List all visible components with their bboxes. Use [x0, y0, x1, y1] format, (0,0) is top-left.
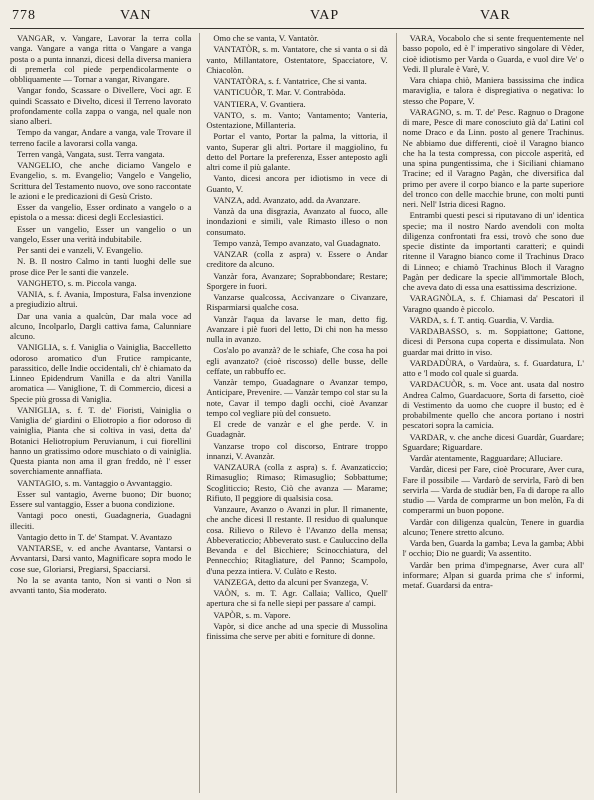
dictionary-entry: VANIGLIA, s. f. Vaniglia o Vainiglia, Baccelletto odoroso aromatico d'un Frutice rampicante, parassitico, delle Indie occidentali, ch' è chiamato da Linneo Epidendrum Vanilla e da altri Vanilla aromatica — Vaniglione, T. di Commercio, dicesi a Specie più grossa di Vaniglia.: [10, 342, 192, 404]
dictionary-entry: VANZEGA, detto da alcuni per Svanzega, V.: [213, 576, 369, 587]
dictionary-entry: VANTO, s. m. Vanto; Vantamento; Vanteria, Ostentazione, Millanteria.: [206, 109, 388, 130]
dictionary-entry: Vara chiapa chiò, Maniera bassissima che indica maraviglia, e talora è dispregiativa o negativa: lo stesso che Popare, V.: [402, 75, 584, 106]
dictionary-entry: VARDAR, v. che anche dicesi Guardàr, Guardare; Sguardare; Riguardare.: [402, 431, 584, 452]
page-number: 778: [12, 8, 36, 23]
dictionary-entry: Tempo da vangar, Andare a vanga, vale Trovare il terreno facile a lavorarsi colla vanga.: [10, 127, 192, 148]
running-head-right: VAR: [480, 8, 511, 23]
dictionary-entry: Vanzarse tropo col discorso, Entrare troppo innanzi, V. Avanzàr.: [206, 440, 388, 461]
dictionary-entry: VANTICUÒR, T. Mar. V. Contrabòda.: [213, 87, 346, 98]
running-head-left: VAN: [120, 8, 152, 23]
dictionary-entry: VANGELIO, che anche diciamo Vangelo e Evangelio, s. m. Evangelio; Vangelo e Vangelio, Scrittura del Testamento nuovo, ove sono raccontate le azioni e le predicazioni di Gesù Cristo.: [10, 160, 192, 201]
dictionary-entry: N. B. Il nostro Calmo in tanti luoghi delle sue prose dice Per le santi die vanzele.: [10, 256, 192, 277]
dictionary-entry: VANIA, s. f. Avania, Impostura, Falsa invenzione a pregiudizio altrui.: [10, 289, 192, 310]
dictionary-entry: Vapòr, si dice anche ad una specie di Mussolina finissima che serve per abiti e forniture di donne.: [206, 620, 388, 641]
dictionary-entry: VARA, Vocabolo che si sente frequentemente nel basso popolo, ed è l' imperativo singolare di Vèder, cioè idiotismo per Varda o Guarda, e vuol dire Ve' o Vedi. Il plurale è Varè, V.: [402, 33, 584, 74]
column-left: [10, 33, 191, 793]
dictionary-entry: Per santi dei e vanzeli, V. Evangelio.: [17, 245, 143, 255]
dictionary-entry: Vanzarse qualcossa, Accivanzare o Civanzare, Risparmiarsi qualche cosa.: [206, 292, 388, 313]
dictionary-entry: VANTATÒR, s. m. Vantatore, che si vanta o si dà vanto, Millantatore, Ostentatore, Spacciatore, V. Chiacolòn.: [206, 44, 388, 75]
dictionary-entry: VANZA, add. Avanzato, add. da Avanzare.: [213, 194, 361, 205]
dictionary-entry: Dar una vania a qualcùn, Dar mala voce ad alcuno, Incolparlo, Dargli cattiva fama, Calunniare alcuno.: [10, 310, 192, 341]
dictionary-entry: VANTATÒRA, s. f. Vantatrice, Che si vanta.: [213, 76, 367, 86]
dictionary-entry: Vardàr con diligenza qualcùn, Tenere in guardia alcuno; Tenere stretto alcuno.: [402, 516, 584, 537]
dictionary-entry: Vardàr, dicesi per Fare, cioè Procurare, Aver cura, Fare il possibile — Vardarò de servirla, Farò di ben servirla — Varda de studiàr ben, Fa di darope ra allo studio — Varda de comprarme un bon melòn, Fa di comperarmi un buon popone.: [402, 464, 584, 516]
dictionary-entry: VANZAURA (colla z aspra) s. f. Avanzaticcio; Rimasuglio; Rimaso; Rimasuglio; Sobbattume; Scogliticcio; Resto, Ciò che avanza — Marame; Rifiuto, Il peggiore di qualsisia cosa.: [206, 462, 388, 503]
dictionary-entry: Vardàr ben prima d'impegnarse, Aver cura all' informare; Alpan si guarda prima che s' informi, metaf. Guardarsi da entra-: [402, 559, 584, 590]
dictionary-entry: Vanto, dicesi ancora per idiotismo in vece di Guanto, V.: [206, 173, 388, 194]
dictionary-entry: Esser un vangelio, Esser un vangelio o un vangelo, Esser una verità indubitabile.: [10, 223, 192, 244]
dictionary-entry: VAPÒR, s. m. Vapore.: [213, 609, 291, 620]
dictionary-entry: Esser da vangelio, Esser ordinato a vangelo o a epistola o a messa: dicesi degli Ecclesiastici.: [10, 202, 192, 223]
dictionary-entry: No la se avanta tanto, Non si vanti o Non si avvanti tanto, Sia moderato.: [10, 574, 192, 595]
dictionary-entry: Entrambi questi pesci si riputavano di un' identica specie; ma il nostro Nardo avendoli con molta diligenza confrontati fra essi, trovò che sono due specie distinte da importanti caratteri; e quindi ritenne il Varagno bianco come il Trachinus Draco di Linneo; e chiamò Trachinus Bloch il Varagno Pagàn per dedicare la specie all'immortale Bloch, che aveva dato di essa una esattissima descrizione.: [402, 210, 584, 292]
dictionary-entry: VARDADÙRA, o Vardaùra, s. f. Guardatura, L' atto e 'l modo col quale si guarda.: [402, 357, 584, 378]
dictionary-entry: Vantagi poco onesti, Guadagneria, Guadagni illeciti.: [10, 510, 192, 531]
dictionary-entry: Vardàr atentamente, Ragguardare; Alluciare.: [409, 453, 563, 463]
dictionary-entry: Esser sul vantagio, Averne buono; Dir buono; Essere sul vantaggio, Esser a buona condizione.: [10, 488, 192, 509]
dictionary-entry: Vanzàr l'aqua da lavarse le man, detto fig. Avanzare i piè fuori del letto, Di chi non ha messo nulla in avanzo.: [206, 313, 388, 344]
dictionary-entry: El crede de vanzàr e el ghe perde. V. in Guadagnàr.: [206, 419, 388, 440]
dictionary-entry: Vangar fondo, Scassare o Divellere, Voci agr. E quindi Scassato e Divelto, dicesi il Terreno lavorato profondamente colla zappa o vanga, nel quale non siano alberi.: [10, 85, 192, 126]
dictionary-entry: Portar el vanto, Portar la palma, la vittoria, il vanto, Superar gli altri. Portare il maggiolino, fu detto del Portare la preferenza, Esser anteposto agli altri come il più galante.: [206, 131, 388, 172]
dictionary-entry: Varda ben, Guarda la gamba; Leva la gamba; Abbi l' occhio; Dio ne guardi; Va assentito.: [402, 538, 584, 559]
dictionary-entry: VARDA, s. f. T. antiq. Guardia, V. Vardia.: [409, 314, 555, 325]
text-columns: [10, 33, 584, 793]
dictionary-entry: Cos'alo po avanzà? de le schiafe, Che cosa ha poi egli avanzato? (cioè riscosso) delle busse, delle ceffate, un rabbuffo ec.: [206, 345, 388, 376]
dictionary-entry: Omo che se vanta, V. Vantatòr.: [213, 33, 319, 43]
dictionary-entry: VANGHETO, s. m. Piccola vanga.: [17, 277, 137, 288]
column-middle: [199, 33, 387, 793]
dictionary-entry: Vanzàr fora, Avanzare; Soprabbondare; Restare; Sporgere in fuori.: [206, 270, 388, 291]
dictionary-entry: VARAGNO, s. m. T. de' Pesc. Ragnuo o Dragone di mare, Pesce di mare conosciuto già da' Latini col nome Draco e da Linn. posto al genere Trachinus. Ne abbiamo due differenti, cioè il Varagno bianco che ha la testa compressa, con piccole asperità, ed una spina pungentissima, che i Siciliani chiamano Tracine; ed il Varagno Pagàn, che diversifica dal primo per avere il corpo bianco e la parte superiore del tronco con delle macchie brune, con molti punti neri. Nell' Istria dicesi Ragno.: [402, 106, 584, 209]
dictionary-entry: VANTAGIO, s. m. Vantaggio o Avvantaggio.: [17, 477, 173, 488]
dictionary-entry: Tempo vanzà, Tempo avanzato, val Guadagnato.: [213, 237, 381, 248]
page-header: [10, 6, 584, 29]
dictionary-entry: VANIGLIA, s. f. T. de' Fioristi, Vainiglia o Vaniglia de' giardini o Eliotropio a fior odoroso di vainiglia, Pianta che si coltiva in vasi, detta da' Botanici Heliotropium Peruvianum, i cui fiorellini hanno un gratissimo odore muschiato o di vainiglia. Questa pianta non ama il gran freddo, nè l' esser soverchiamente annaffiata.: [10, 404, 192, 477]
dictionary-entry: Vantagio detto in T. de' Stampat. V. Avantazo: [17, 531, 172, 542]
dictionary-entry: Vanzà da una disgrazia, Avanzato al fuoco, alle inondazioni e simili, vale Rimasto illeso o non consumato.: [206, 206, 388, 237]
dictionary-entry: VARDABASSO, s. m. Soppiattone; Gattone, dicesi di Persona cupa coperta e dissimulata. Non guardar mai dritto in viso.: [402, 326, 584, 357]
dictionary-entry: VANTARSE, v. ed anche Avantarse, Vantarsi o Avvantarsi, Darsi vanto, Magnificare sopra modo le cose sue, Gloriarsi, Pregiarsi, Spacciarsi.: [10, 543, 192, 574]
dictionary-entry: VARAGNÒLA, s. f. Chiamasi da' Pescatori il Varagno quando è piccolo.: [402, 293, 584, 314]
dictionary-entry: Terren vangà, Vangata, sust. Terra vangata.: [17, 148, 165, 159]
column-right: [396, 33, 584, 793]
dictionary-entry: Vanzàr tempo, Guadagnare o Avanzar tempo, Anticipare, Prevenire. — Vanzàr tempo col star su la note, Cavar il tempo dagli occhi, cioè Avanzar tempo col vegliare più del consueto.: [206, 377, 388, 418]
dictionary-entry: VAÒN, s. m. T. Agr. Callaia; Vallico, Quell' apertura che si fa nelle siepi per passare a' campi.: [206, 588, 388, 609]
dictionary-entry: Vanzaure, Avanzo o Avanzi in plur. Il rimanente, che anche dicesi Il restante. Il residuo di qualunque cosa. Rilievo o Rilevo è l'Avanzo della mensa; Abbeveraticcio; Abbeverato sust. e Cauluccino della Bevanda e del Bicchiere; Scinocchiatura, del Pennecchio; Ritagliature, del Panno; Scampolo, d'una pezza intiera. V. Culàto e Resto.: [206, 504, 388, 576]
dictionary-entry: VANZAR (colla z aspra) v. Essere o Andar creditore da alcuno.: [206, 249, 388, 270]
dictionary-entry: VANTIERA, V. Gvantiera.: [213, 98, 306, 109]
dictionary-entry: VARDACUÒR, s. m. Voce ant. usata dal nostro Andrea Calmo, Guardacuore, Sorta di farsetto, cioè di Vestimento da uomo che cuopre il busto; ed è probabilmente quello che ancora portano i nostri pescatori sopra la camicia.: [402, 379, 584, 431]
running-head-center: VAP: [310, 8, 340, 23]
dictionary-entry: VANGAR, v. Vangare, Lavorar la terra colla vanga. Vangare a vanga ritta o Vangare a vanga posta o a punta innanzi, dicesi della diversa maniera di premerla col piede perpendicolarmente o obbliquamente — Tornar a vangar, Rivangare.: [10, 33, 192, 84]
